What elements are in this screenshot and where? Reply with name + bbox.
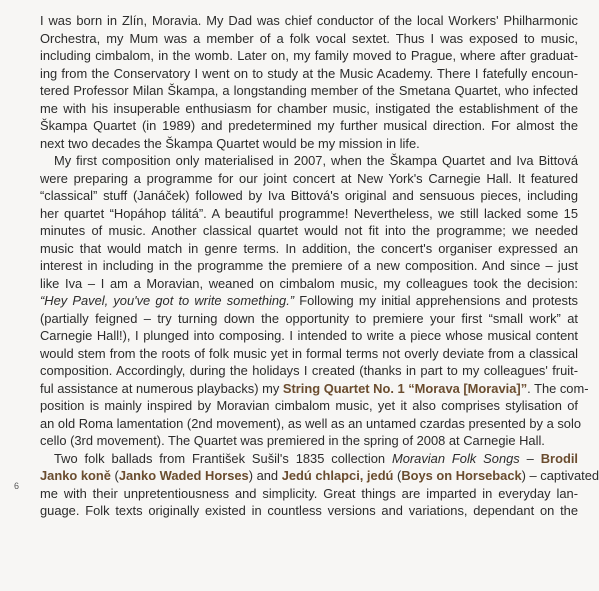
text-line <box>40 152 578 170</box>
text-line <box>40 467 599 485</box>
text-line <box>40 240 578 258</box>
text-line <box>40 187 578 205</box>
text-segment: ( <box>110 468 119 483</box>
text-line <box>40 292 578 310</box>
text-line <box>40 415 581 433</box>
page-number: 6 <box>14 481 20 491</box>
text-line <box>40 310 578 328</box>
text-segment: an old Roma lamentation (2nd movement), as well as an untamed czardas presented by a solo <box>40 415 581 431</box>
text-line <box>40 82 578 100</box>
text-segment: interest in including in the programme the premiere of a new composition. And since – just <box>40 258 578 273</box>
text-segment: guage. Folk texts originally existed in countless versions and variations, dependant on the <box>40 503 578 518</box>
text-segment: – <box>519 450 541 466</box>
text-segment: . The com- <box>527 380 589 396</box>
text-segment: cello (3rd movement). The Quartet was premiered in the spring of 2008 at Carnegie Hall. <box>40 433 545 448</box>
highlighted-title: Janko Waded Horses <box>118 468 249 483</box>
text-segment: composition. Accordingly, during the holidays I created (thanks in part to my colleagues' fruit- <box>40 363 578 378</box>
text-line <box>40 222 578 240</box>
text-segment: her quartet “Hopáhop tálitá”. A beautiful programme! Nevertheless, we still lacked some 15 <box>40 205 578 221</box>
text-segment: Škampa Quartet (in 1989) and predetermined my further musical direction. For almost the <box>40 118 578 133</box>
text-segment: tered Professor Milan Škampa, a longstanding member of the Smetana Quartet, who infected <box>40 83 578 98</box>
text-segment: ing from the Conservatory I went on to study at the Music Academy. There I fatefully encoun- <box>40 65 578 81</box>
text-segment: Carnegie Hall!), I plunged into composing. I intended to write a piece whose musical content <box>40 328 578 343</box>
text-line <box>40 275 578 293</box>
highlighted-title: String Quartet No. 1 “Morava [Moravia]” <box>282 380 528 396</box>
italic-text: “Hey Pavel, you've got to write something.” <box>40 293 295 308</box>
text-line <box>40 12 578 30</box>
text-segment: ) – captivated <box>521 468 599 483</box>
text-line <box>40 100 578 118</box>
text-segment: would stem from the roots of folk music yet in formal terms not overly deviate from a classical <box>40 345 578 361</box>
text-line <box>40 65 578 83</box>
text-segment: ) and <box>248 468 282 483</box>
text-segment: I was born in Zlín, Moravia. My Dad was chief conductor of the local Workers' Philharmonic <box>40 13 578 28</box>
text-segment: music that would match in genre terms. In addition, the concert's organiser expressed an <box>40 240 578 256</box>
text-segment: minutes of music. Another classical quartet would not fit into the programme; we needed <box>40 223 578 238</box>
text-segment: position is mainly inspired by Moravian cimbalom music, yet it also comprises stylisation of <box>40 398 578 413</box>
text-segment: me with their unpretentiousness and simplicity. Great things are imparted in everyday lan- <box>40 485 578 501</box>
text-segment: ( <box>393 468 402 483</box>
text-line <box>40 380 589 398</box>
text-segment: me with his insuperable enthusiasm for chamber music, instigated the establishment of the <box>40 100 578 116</box>
text-line <box>40 170 578 188</box>
text-segment: “classical” stuff (Janáček) followed by Iva Bittová's original and sensuous pieces, including <box>40 188 578 203</box>
text-segment: My first composition only materialised in 2007, when the Škampa Quartet and Iva Bittová <box>54 153 578 168</box>
text-line <box>40 450 578 468</box>
text-segment: like Iva – I am a Moravian, weaned on cimbalom music, my colleagues took the decision: <box>40 275 578 291</box>
text-line <box>40 47 578 65</box>
text-segment: (partially feigned – try turning down the opportunity to premiere your first “small work” at <box>40 310 578 326</box>
text-line <box>40 327 578 345</box>
text-line <box>40 257 578 275</box>
text-segment: next two decades the Škampa Quartet would be my mission in life. <box>40 135 420 151</box>
text-line <box>40 362 578 380</box>
text-line <box>40 502 578 520</box>
highlighted-title: Brodil <box>540 450 578 466</box>
highlighted-title: Boys on Horseback <box>401 468 522 483</box>
text-line <box>40 432 578 450</box>
text-segment: were preparing a programme for our joint concert at New York's Carnegie Hall. It featured <box>40 170 578 186</box>
text-line <box>40 345 578 363</box>
text-segment: ful assistance at numerous playbacks) my <box>40 380 283 396</box>
text-line <box>40 135 578 153</box>
highlighted-title: Jedú chlapci, jedú <box>281 468 394 483</box>
text-segment: Orchestra, my Mum was a member of a folk vocal sextet. Thus I was exposed to music, <box>40 30 578 46</box>
text-line <box>40 485 578 503</box>
text-segment: including cimbalom, in the womb. Later on, my family moved to Prague, where after graduat- <box>40 48 578 63</box>
text-line <box>40 397 578 415</box>
italic-text: Moravian Folk Songs <box>391 450 520 466</box>
highlighted-title: Janko koně <box>40 468 111 483</box>
text-segment: Following my initial apprehensions and protests <box>294 293 578 308</box>
text-segment: Two folk ballads from František Sušil's 1835 collection <box>54 450 392 466</box>
text-line <box>40 117 578 135</box>
body-text <box>40 12 599 520</box>
text-line <box>40 30 578 48</box>
text-line <box>40 205 578 223</box>
